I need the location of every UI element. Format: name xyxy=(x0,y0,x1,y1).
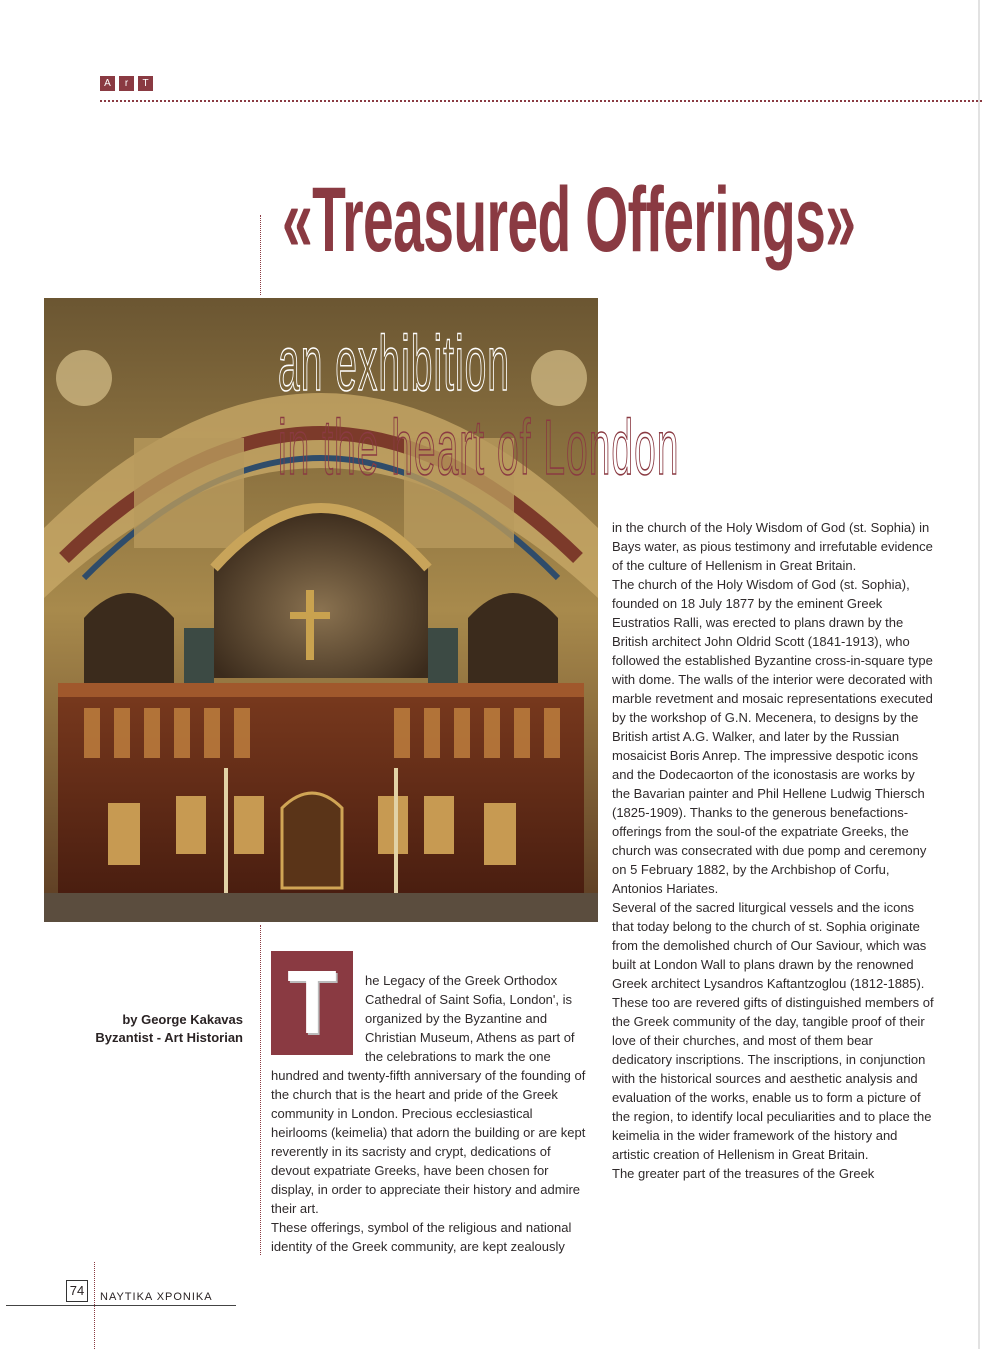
footer-rule xyxy=(6,1305,236,1306)
subtitle-line-2: in the heart of London xyxy=(278,403,680,491)
right-column xyxy=(612,518,934,1183)
title-guide-line xyxy=(260,215,261,295)
section-letter: A xyxy=(100,76,115,91)
left-column xyxy=(271,1066,591,1256)
paragraph: in the church of the Holy Wisdom of God (st. Sophia) in Bays water, as pious testimony and irrefutable evidence of the culture of Hellenism in Great Britain. xyxy=(612,520,933,573)
section-letter: r xyxy=(119,76,134,91)
paragraph: These offerings, symbol of the religious and national identity of the Greek community, are kept zealously xyxy=(271,1220,572,1254)
section-tag xyxy=(100,76,153,91)
header-dotted-rule xyxy=(100,100,982,102)
paragraph: These too are revered gifts of distinguished members of the Greek community of the day, tangible proof of their love of their churches, and most of them bear dedicatory inscriptions. The inscriptions, in conjunction with the historical sources and aesthetic analysis and evaluation of the works, enable us to form a picture of the region, to identify local peculiarities and to place the keimelia in the wider framework of the history and artistic creation of Hellenism in Great Britain. xyxy=(612,995,934,1162)
author-role: Byzantist - Art Historian xyxy=(95,1030,243,1045)
page-edge-shadow xyxy=(978,0,980,1349)
subtitle-line-1: an exhibition xyxy=(278,319,510,407)
paragraph: Several of the sacred liturgical vessels and the icons that today belong to the church of st. Sophia originate from the demolished church of Our Saviour, which was built at London Wall to plans drawn by the renowned Greek architect Lysandros Kaftantzoglou (1812-1885). xyxy=(612,900,927,991)
article-title: «Treasured Offerings» xyxy=(282,169,856,271)
paragraph: hundred and twenty-fifth anniversary of the founding of the church that is the heart and pride of the Greek community in London. Precious ecclesiastical heirlooms (keimelia) that adorn the building or are kept reverently in its sacristy and crypt, dedications of devout expatriate Greeks, have been chosen for display, in order to appreciate their history and admire their art. xyxy=(271,1068,586,1216)
drop-cap xyxy=(271,951,353,1055)
paragraph: The greater part of the treasures of the Greek xyxy=(612,1166,875,1181)
byline xyxy=(40,1011,243,1047)
lead-paragraph xyxy=(365,971,593,1066)
column-guide-line xyxy=(260,925,261,1255)
drop-cap-letter: T xyxy=(287,953,337,1053)
publication-name: ΝΑΥΤΙΚΑ ΧΡΟΝΙΚΑ xyxy=(100,1291,213,1303)
paragraph: The church of the Holy Wisdom of God (st. Sophia), founded on 18 July 1877 by the eminent Greek Eustratios Ralli, was erected to plans drawn by the British architect John Oldrid Scott (1841-1913), who followed the established Byzantine cross-in-square type with dome. The walls of the interior were decorated with marble revetment and mosaic representations executed by the workshop of G.N. Mecenera, to designs by the British artist A.G. Walker, and later by the Russian mosaicist Boris Anrep. The impressive despotic icons and the Dodecaorton of the iconostasis are works by the Bavarian painter and Phil Hellene Ludwig Thiersch (1825-1909). Thanks to the generous benefactions-offerings from the soul-of the expatriate Greeks, the church was consecrated with due pomp and ceremony on 5 February 1882, by the Archbishop of Corfu, Antonios Hariates. xyxy=(612,577,933,896)
page-number: 74 xyxy=(66,1280,88,1302)
section-letter: T xyxy=(138,76,153,91)
lead-text: he Legacy of the Greek Orthodox Cathedral of Saint Sofia, London', is organized by the Byzantine and Christian Museum, Athens as part of the celebrations to mark the one xyxy=(365,973,575,1064)
author-name: by George Kakavas xyxy=(122,1012,243,1027)
